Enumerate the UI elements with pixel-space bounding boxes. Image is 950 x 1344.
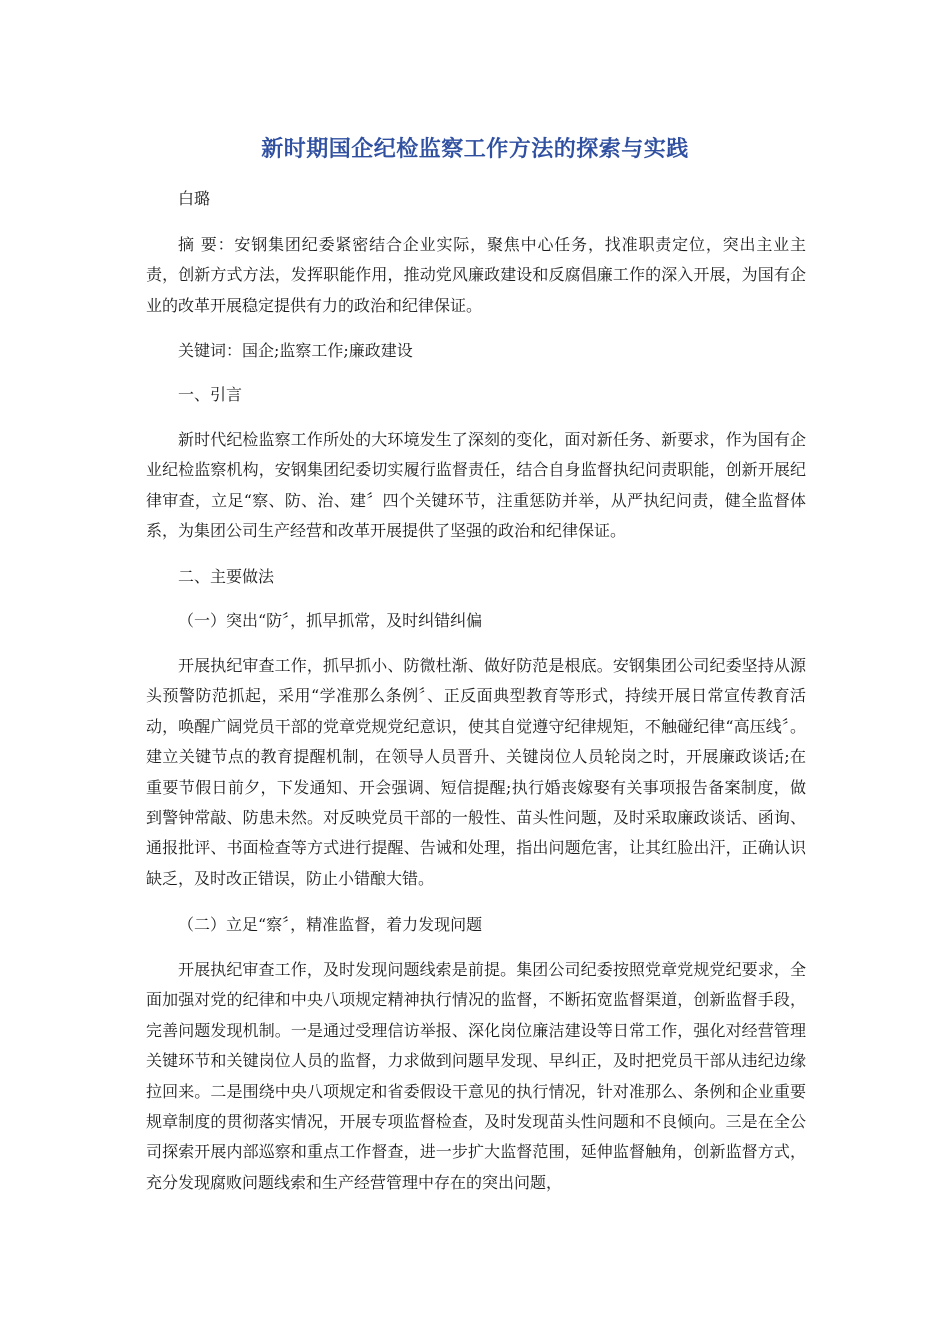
document-title: 新时期国企纪检监察工作方法的探索与实践 [261,137,689,162]
abstract-paragraph: 摘 要：安钢集团纪委紧密结合企业实际，聚焦中心任务，找准职责定位，突出主业主责，创新方式方法，发挥职能作用，推动党风廉政建设和反腐倡廉工作的深入开展，为国有企业的改革开展稳定提供有力的政治和纪律保证。 [146,235,806,315]
keywords-line: 关键词：国企;监察工作;廉政建设 [178,341,413,360]
section-heading-intro: 一、引言 [178,385,243,404]
inspection-paragraph: 开展执纪审查工作，及时发现问题线索是前提。集团公司纪委按照党章党规党纪要求，全面加强对党的纪律和中央八项规定精神执行情况的监督，不断拓宽监督渠道，创新监督手段，完善问题发现机制。一是通过受理信访举报、深化岗位廉洁建设等日常工作，强化对经营管理关键环节和关键岗位人员的监督，力求做到问题早发现、早纠正，及时把党员干部从违纪边缘拉回来。二是围绕中央八项规定和省委假设干意见的执行情况，针对准那么、条例和企业重要规章制度的贯彻落实情况，开展专项监督检查，及时发现苗头性问题和不良倾向。三是在全公司探索开展内部巡察和重点工作督查，进一步扩大监督范围，延伸监督触角，创新监督方式，充分发现腐败问题线索和生产经营管理中存在的突出问题， [146,960,806,1192]
prevention-paragraph: 开展执纪审查工作，抓早抓小、防微杜渐、做好防范是根底。安钢集团公司纪委坚持从源头预警防范抓起，采用“学准那么条例〞、正反面典型教育等形式，持续开展日常宣传教育活动，唤醒广阔党员干部的党章党规党纪意识，使其自觉遵守纪律规矩，不触碰纪律“高压线〞。建立关键节点的教育提醒机制，在领导人员晋升、关键岗位人员轮岗之时，开展廉政谈话;在重要节假日前夕，下发通知、开会强调、短信提醒;执行婚丧嫁娶有关事项报告备案制度，做到警钟常敲、防患未然。对反映党员干部的一般性、苗头性问题，及时采取廉政谈话、函询、通报批评、书面检查等方式进行提醒、告诫和处理，指出问题危害，让其红脸出汗，正确认识缺乏，及时改正错误，防止小错酿大错。 [146,656,806,888]
section-heading-main-practices: 二、主要做法 [178,567,275,586]
author-name: 白璐 [178,189,211,208]
subsection-heading-prevention: （一）突出“防〞，抓早抓常，及时纠错纠偏 [178,611,483,630]
intro-paragraph: 新时代纪检监察工作所处的大环境发生了深刻的变化，面对新任务、新要求，作为国有企业纪检监察机构，安钢集团纪委切实履行监督责任，结合自身监督执纪问责职能，创新开展纪律审查，立足“察、防、治、建〞四个关键环节，注重惩防并举，从严执纪问责，健全监督体系，为集团公司生产经营和改革开展提供了坚强的政治和纪律保证。 [146,430,806,541]
subsection-heading-inspection: （二）立足“察〞，精准监督，着力发现问题 [178,915,483,934]
